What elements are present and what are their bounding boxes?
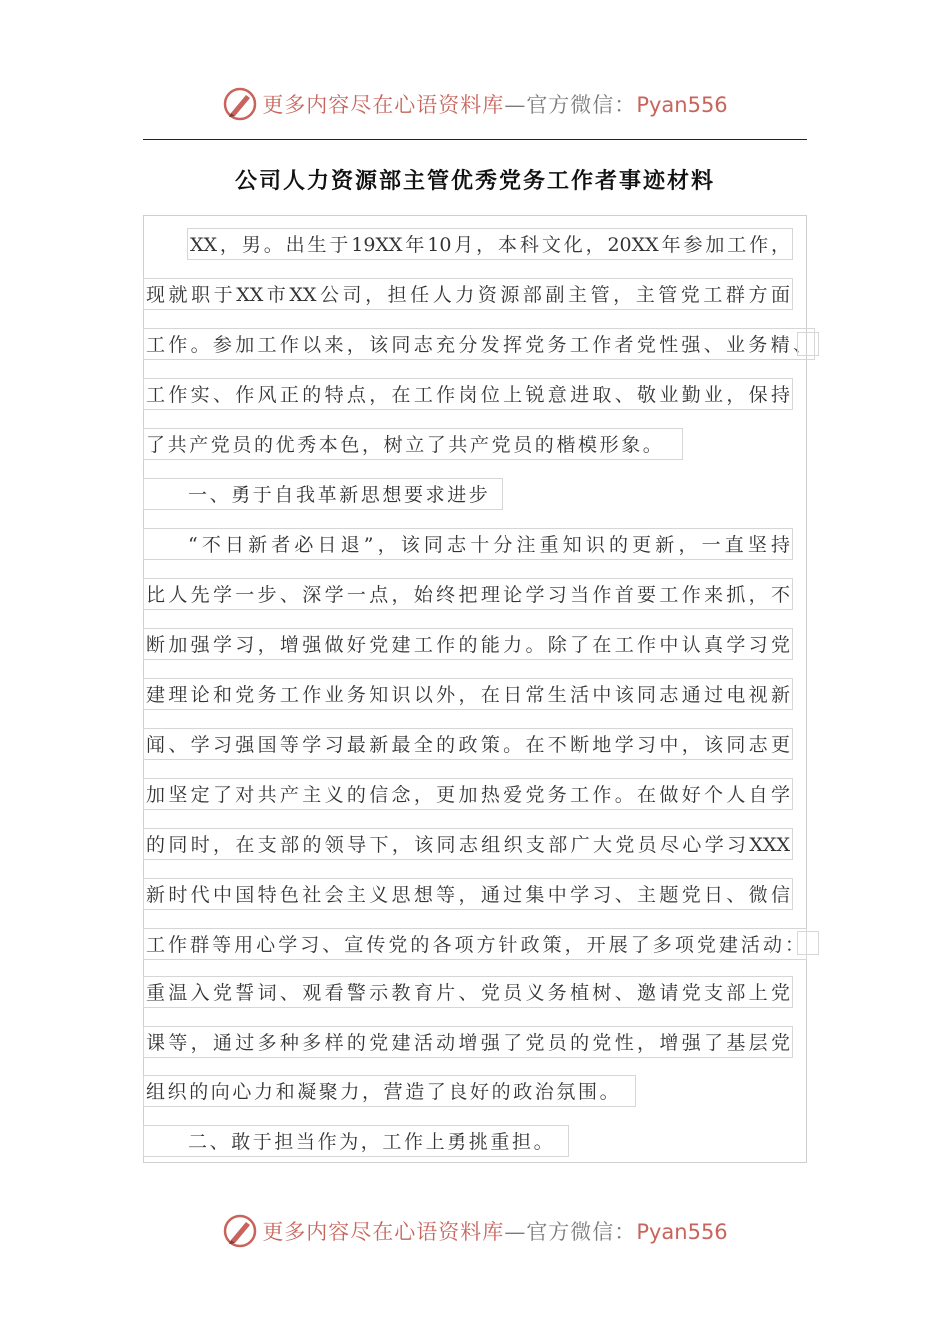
overflow-marker [797,332,819,356]
overflow-marker [797,931,819,955]
watermark-separator: — [504,1220,527,1244]
watermark-label: 官方微信： [526,1220,637,1244]
pen-logo-icon [222,86,258,122]
text-line: 断加强学习，增强做好党建工作的能力。除了在工作中认真学习党 [143,628,793,660]
watermark-text [262,1216,727,1246]
text-line: 建理论和党务工作业务知识以外，在日常生活中该同志通过电视新 [143,678,793,710]
watermark-brand: 更多内容尽在心语资料库 [262,93,505,117]
text-line: “不日新者必日退”，该同志十分注重知识的更新，一直坚持 [143,528,793,560]
document-title: 公司人力资源部主管优秀党务工作者事迹材料 [234,169,715,194]
text-line: 工作群等用心学习、宣传党的各项方针政策，开展了多项党建活动： [143,928,807,960]
text-line: XX，男。出生于19XX年10月，本科文化，20XX年参加工作， [187,228,793,260]
text-line: 重温入党誓词、观看警示教育片、党员义务植树、邀请党支部上党 [143,976,793,1008]
text-line: 现就职于XX市XX公司，担任人力资源部副主管，主管党工群方面 [143,278,793,310]
text-line: 工作。参加工作以来，该同志充分发挥党务工作者党性强、业务精、 [143,328,815,360]
watermark-wechat-id: Pyan556 [636,93,728,117]
watermark-separator: — [504,93,527,117]
watermark-brand: 更多内容尽在心语资料库 [262,1220,505,1244]
text-line: 课等，通过多种多样的党建活动增强了党员的党性，增强了基层党 [143,1026,793,1058]
section-heading: 二、敢于担当作为，工作上勇挑重担。 [143,1125,569,1157]
section-heading: 一、勇于自我革新思想要求进步 [143,478,503,510]
header-watermark [0,84,950,124]
text-line: 组织的向心力和凝聚力，营造了良好的政治氛围。 [143,1075,636,1107]
footer-watermark [0,1211,950,1251]
watermark-label: 官方微信： [526,93,637,117]
text-line: 加坚定了对共产主义的信念，更加热爱党务工作。在做好个人自学 [143,778,793,810]
text-line: 的同时，在支部的领导下，该同志组织支部广大党员尽心学习XXX [143,828,793,860]
header-divider [143,139,807,140]
text-line: 新时代中国特色社会主义思想等，通过集中学习、主题党日、微信 [143,878,793,910]
text-line: 了共产党员的优秀本色，树立了共产党员的楷模形象。 [143,428,683,460]
text-line: 闻、学习强国等学习最新最全的政策。在不断地学习中，该同志更 [143,728,793,760]
text-line: 工作实、作风正的特点，在工作岗位上锐意进取、敬业勤业，保持 [143,378,793,410]
pen-logo-icon [222,1213,258,1249]
watermark-text [262,89,727,119]
text-line: 比人先学一步、深学一点，始终把理论学习当作首要工作来抓，不 [143,578,793,610]
watermark-wechat-id: Pyan556 [636,1220,728,1244]
